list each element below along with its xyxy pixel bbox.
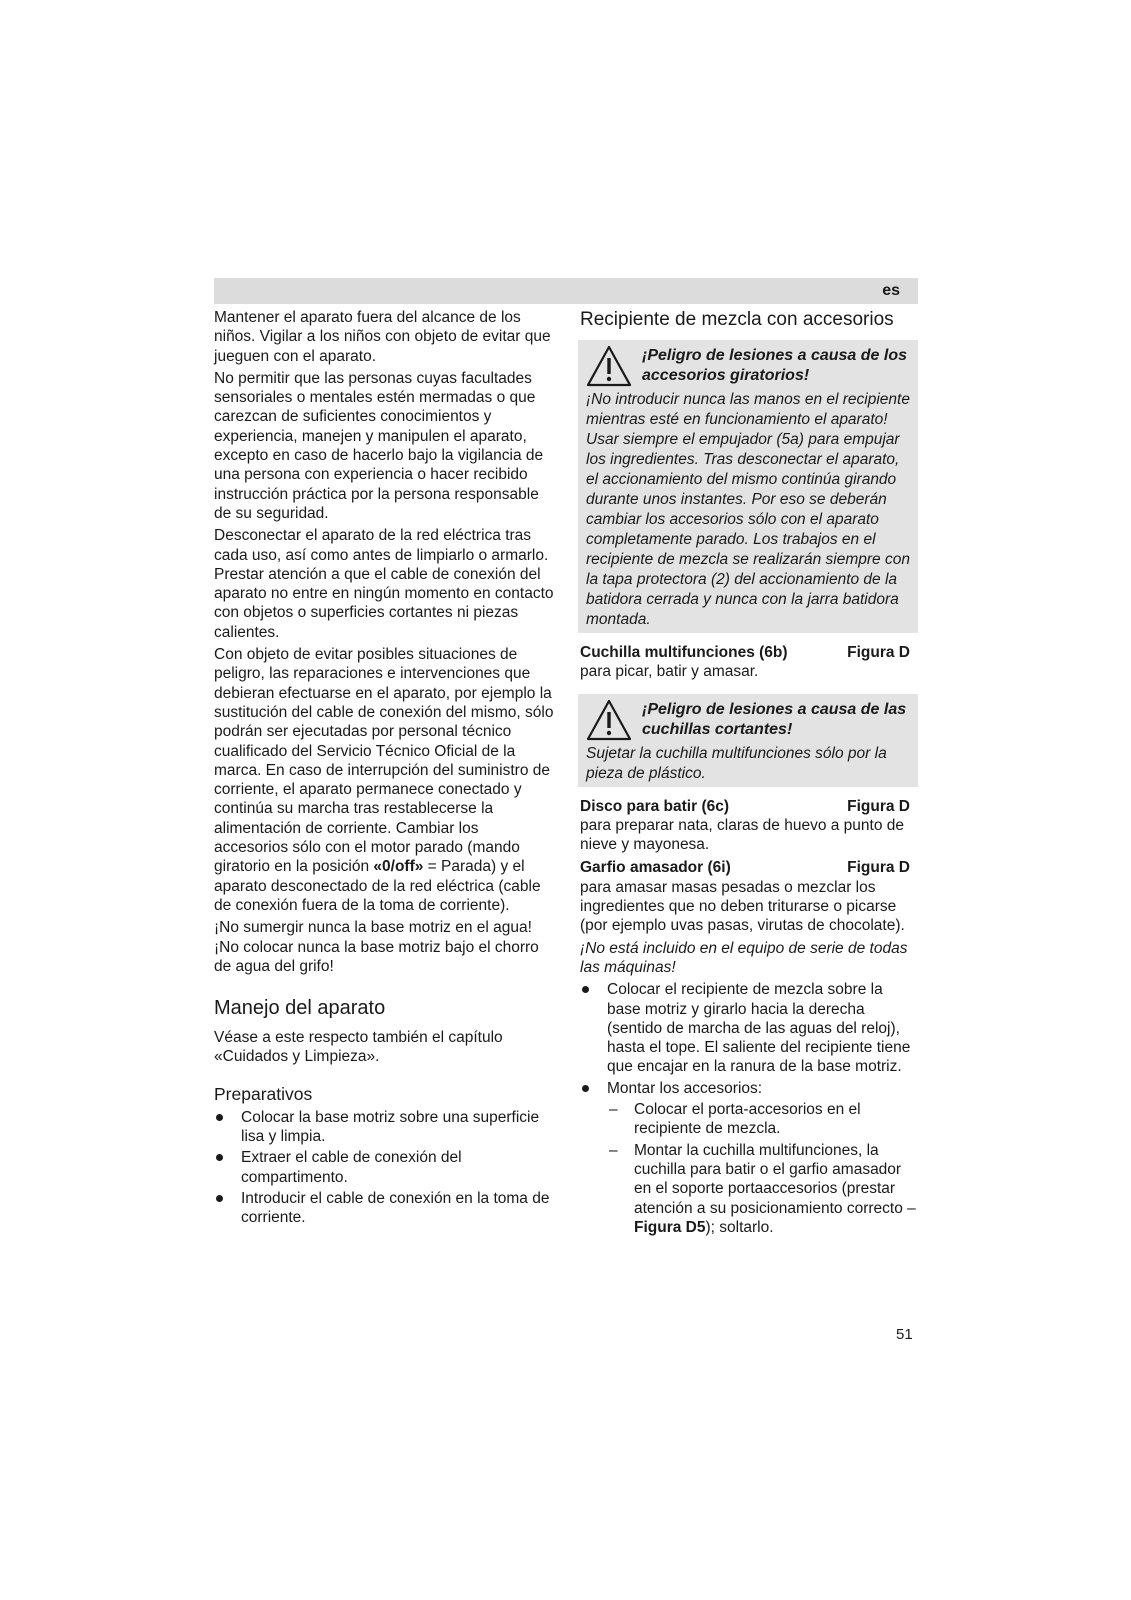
list-item: Colocar la base motriz sobre una superficie lisa y limpia. xyxy=(214,1108,554,1147)
warning-box-rotating xyxy=(578,340,918,633)
paragraph-children-safety: Mantener el aparato fuera del alcance de los niños. Vigilar a los niños con objeto de evitar que jueguen con el aparato. xyxy=(214,309,551,365)
paragraph-repairs xyxy=(214,645,554,915)
figure-d5-ref: Figura D5 xyxy=(634,1218,706,1236)
assembly-sub-list xyxy=(607,1100,918,1237)
disco-description: para preparar nata, claras de huevo a punto de nieve y mayonesa. xyxy=(580,816,905,854)
cuchilla-figure-ref: Figura D xyxy=(847,644,910,661)
heading-recipiente: Recipiente de mezcla con accesorios xyxy=(580,309,894,330)
paragraph-water-warning: ¡No sumergir nunca la base motriz en el agua! ¡No colocar nunca la base motriz bajo el chorro de agua del grifo! xyxy=(214,919,539,975)
preparation-list xyxy=(214,1108,554,1228)
warning-body: ¡No introducir nunca las manos en el recipiente mientras esté en funcionamiento el aparato! Usar siempre el empujador (5a) para empujar los ingredientes. Tras desconectar el aparato, el accionamiento del mismo continúa girando durante unos instantes. Por eso se deberán cambiar los accesorios sólo con el aparato completamente parado. Los trabajos en el recipiente de mezcla se realizarán siempre con la tapa protectora (2) del accionamiento de la batidora cerrada y nunca con la jarra batidora montada. xyxy=(586,391,910,628)
off-position-label: «0/off» xyxy=(373,858,424,876)
list-item: Extraer el cable de conexión del compartimento. xyxy=(214,1148,554,1187)
page-number: 51 xyxy=(896,1326,913,1343)
cuchilla-description: para picar, batir y amasar. xyxy=(580,663,759,681)
warning-triangle-icon xyxy=(586,698,632,742)
garfio-figure-ref: Figura D xyxy=(847,859,910,877)
cuchilla-label: Cuchilla multifunciones (6b) xyxy=(580,644,788,661)
garfio-note: ¡No está incluido en el equipo de serie de todas las máquinas! xyxy=(580,939,908,976)
garfio-description: para amasar masas pesadas o mezclar los ingredientes que no deben triturarse o picarse (por ejemplo uvas pasas, virutas de chocolate). xyxy=(580,878,905,935)
paragraph-limited-persons: No permitir que las personas cuyas facultades sensoriales o mentales estén mermadas o que carezcan de suficientes conocimientos y experiencia, manejen y manipulen el aparato, excepto en caso de hacerlo bajo la vigilancia de una persona con experiencia o hacer recibido instrucción práctica por la persona responsable de su seguridad. xyxy=(214,369,544,522)
paragraph-disconnect: Desconectar el aparato de la red eléctrica tras cada uso, así como antes de limpiarlo o armarlo. Prestar atención a que el cable de conexión del aparato no entre en ningún momento en contacto con objetos o superficies cortantes ni piezas calientes. xyxy=(214,527,554,641)
paragraph-see-also: Véase a este respecto también el capítulo «Cuidados y Limpieza». xyxy=(214,1029,503,1066)
warning-triangle-icon xyxy=(586,344,632,388)
left-column xyxy=(214,308,554,1229)
heading-manejo: Manejo del aparato xyxy=(214,997,386,1020)
garfio-label: Garfio amasador (6i) xyxy=(580,859,731,877)
warning-body: Sujetar la cuchilla multifunciones sólo por la pieza de plástico. xyxy=(586,744,887,782)
sub-item-text-b: ); soltarlo. xyxy=(705,1218,774,1236)
warning-title: ¡Peligro de lesiones a causa de los accesorios giratorios! xyxy=(642,347,907,384)
sub-item-text-a: Montar la cuchilla multifunciones, la cuchilla para batir o el garfio amasador en el soporte portaaccesorios (prestar atención a su posicionamiento correcto – xyxy=(634,1141,916,1217)
warning-box-blades xyxy=(578,694,918,787)
heading-preparativos: Preparativos xyxy=(214,1083,313,1104)
list-item: Colocar el recipiente de mezcla sobre la base motriz y girarlo hacia la derecha (sentido de marcha de las aguas del reloj), hasta el tope. El saliente del recipiente tiene que encajar en la ranura de la base motriz. xyxy=(580,980,918,1076)
repairs-text-b: = Parada) y el aparato desconectado de la red eléctrica (cable de conexión fuera de la toma de corriente). xyxy=(214,858,541,914)
right-column xyxy=(580,308,918,1239)
cuchilla-row xyxy=(580,643,918,662)
warning-title: ¡Peligro de lesiones a causa de las cuchillas cortantes! xyxy=(642,700,907,738)
list-item-text: Montar los accesorios: xyxy=(607,1079,763,1097)
sub-list-item xyxy=(607,1141,918,1237)
list-item: Introducir el cable de conexión en la toma de corriente. xyxy=(214,1189,554,1228)
disco-row xyxy=(580,797,918,816)
garfio-row xyxy=(580,858,918,877)
repairs-text-a: Con objeto de evitar posibles situaciones de peligro, las reparaciones e intervenciones que debieran efectuarse en el aparato, por ejemplo la sustitución del cable de conexión del mismo, sólo podrán ser ejecutadas por personal técnico cualificado del Servicio Técnico Oficial de la marca. En caso de interrupción del suministro de corriente, el aparato permanece conectado y continúa su marcha tras restablecerse la alimentación de corriente. Cambiar los accesorios sólo con el motor parado (mando giratorio en la posición xyxy=(214,646,554,876)
disco-figure-ref: Figura D xyxy=(847,797,910,815)
language-bar xyxy=(214,278,918,304)
assembly-list xyxy=(580,980,918,1098)
sub-list-item: – Colocar el porta-accesorios en el recipiente de mezcla. xyxy=(607,1100,918,1139)
disco-label: Disco para batir (6c) xyxy=(580,797,730,815)
list-item xyxy=(580,1079,918,1098)
language-tag: es xyxy=(882,282,900,299)
